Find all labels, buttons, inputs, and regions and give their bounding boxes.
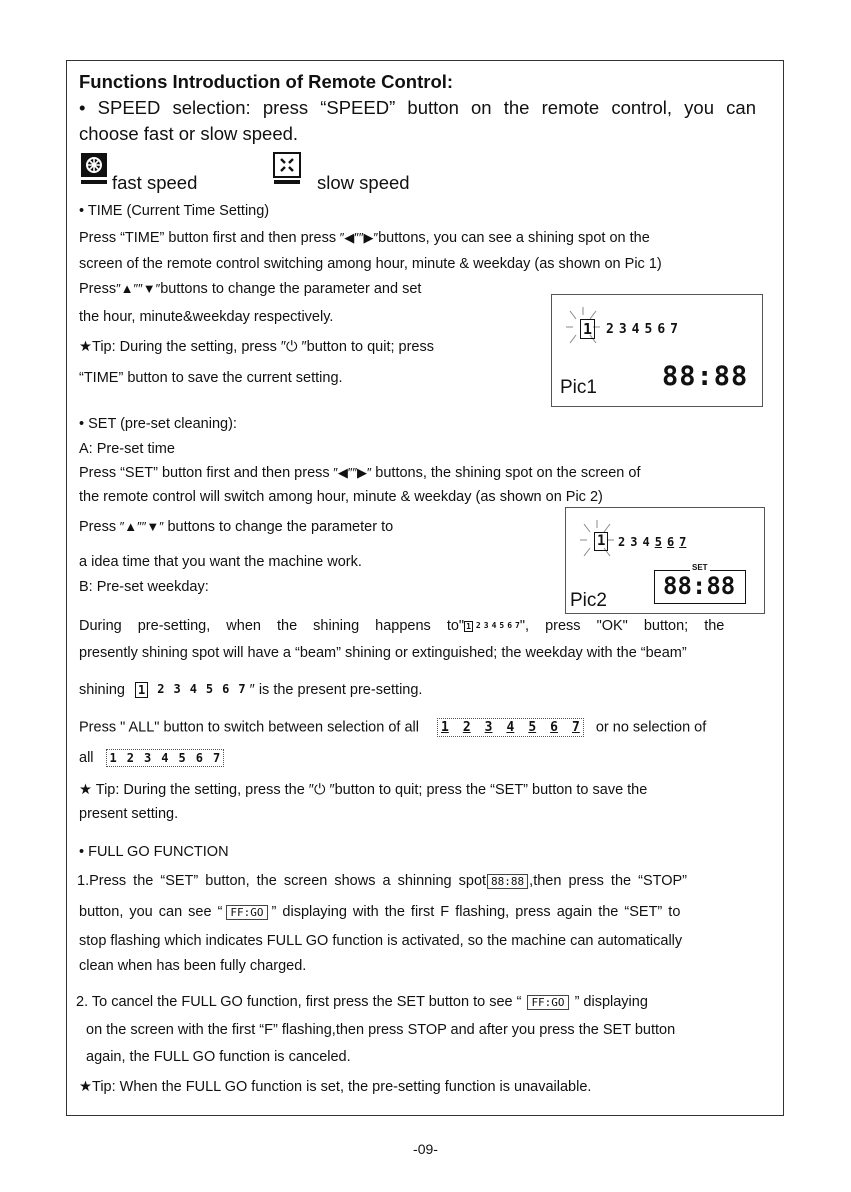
- pic2-clock: 88:88: [663, 572, 736, 600]
- pic2-label: Pic2: [570, 590, 607, 611]
- clock-box-icon: 88:88: [487, 874, 528, 889]
- time-line-2: screen of the remote control switching among hour, minute & weekday (as shown on Pic 1): [79, 256, 662, 272]
- fast-speed-label: fast speed: [112, 172, 198, 193]
- weekday-row-icon: 1 2 3 4 5 6 7: [466, 620, 520, 631]
- set-para-3: shining 1 2 3 4 5 6 7 ″ is the present pre-setting.: [79, 682, 423, 698]
- set-para-5: all 1 2 3 4 5 6 7: [79, 749, 224, 767]
- set-para-2: presently shining spot will have a “beam” shining or extinguished; the weekday with the “beam”: [79, 645, 687, 661]
- ffgo-box-icon: FF:GO: [226, 905, 267, 920]
- speed-line-2: choose fast or slow speed.: [79, 123, 299, 144]
- left-right-arrow-icons: ″◀″″▶″: [329, 465, 376, 480]
- set-para-7: present setting.: [79, 806, 179, 822]
- set-a-label: A: Pre-set time: [79, 441, 175, 457]
- set-line-1: Press “SET” button first and then press ″◀″″▶″ buttons, the shining spot on the screen of: [79, 465, 641, 481]
- set-line-4: a idea time that you want the machine work.: [79, 554, 362, 570]
- set-heading: • SET (pre-set cleaning):: [79, 416, 237, 432]
- fullgo-line-7: again, the FULL GO function is canceled.: [86, 1049, 351, 1065]
- pic1-days: 2 3 4 5 6 7: [606, 322, 678, 337]
- fullgo-line-2: button, you can see “ FF:GO ” displaying with the first F flashing, press again the “SET” to: [79, 904, 681, 920]
- fullgo-line-3: stop flashing which indicates FULL GO function is activated, so the machine can automatically: [79, 933, 683, 949]
- up-down-arrow-icons: ″▲″″▼″: [116, 519, 168, 534]
- fast-speed-icon: [80, 152, 110, 191]
- time-line-1: Press “TIME” button first and then press ″◀″″▶″buttons, you can see a shining spot on the: [79, 230, 650, 246]
- page-number: -09-: [413, 1141, 438, 1157]
- weekday-all-selected-icon: 1 2 3 4 5 6 7: [437, 718, 584, 737]
- fullgo-tip: ★Tip: When the FULL GO function is set, the pre-setting function is unavailable.: [79, 1079, 592, 1095]
- slow-speed-icon: [273, 152, 303, 191]
- set-line-3: Press ″▲″″▼″ buttons to change the parameter to: [79, 519, 394, 535]
- time-line-6: “TIME” button to save the current setting.: [79, 370, 343, 386]
- set-line-2: the remote control will switch among hour, minute & weekday (as shown on Pic 2): [79, 489, 603, 505]
- time-line-4: the hour, minute&weekday respectively.: [79, 309, 334, 325]
- fullgo-line-4: clean when has been fully charged.: [79, 958, 307, 974]
- speed-line-1: • SPEED selection: press “SPEED” button on the remote control, you can: [79, 97, 756, 118]
- time-heading: • TIME (Current Time Setting): [79, 203, 270, 219]
- pic1-label: Pic1: [560, 377, 597, 398]
- set-para-4: Press " ALL" button to switch between selection of all 1 2 3 4 5 6 7 or no selection of: [79, 719, 707, 736]
- power-icon: ″⏻ ″: [304, 782, 335, 798]
- page-title: Functions Introduction of Remote Control:: [79, 71, 454, 92]
- pic1-day-1: 1: [580, 319, 595, 339]
- pic2-day-1: 1: [594, 532, 608, 551]
- time-line-3: Press″▲″″▼″buttons to change the parameter and set: [79, 281, 422, 297]
- time-line-5: ★Tip: During the setting, press ″⏻ ″button to quit; press: [79, 339, 434, 355]
- fullgo-line-1: 1.Press the “SET” button, the screen shows a shinning spot 88:88 ,then press the “STOP”: [77, 873, 687, 889]
- fullgo-heading: • FULL GO FUNCTION: [79, 844, 229, 860]
- fullgo-line-5: 2. To cancel the FULL GO function, first press the SET button to see “ FF:GO ” displaying: [76, 994, 648, 1010]
- left-right-arrow-icons: ″◀″″▶″: [336, 230, 379, 245]
- power-icon: ″⏻ ″: [276, 339, 307, 355]
- pic1-clock: 88:88: [662, 361, 749, 392]
- up-down-arrow-icons: ″▲″″▼″: [116, 281, 161, 296]
- pic2-set-tag: SET: [692, 563, 708, 572]
- pic1-lcd: [551, 294, 763, 407]
- fullgo-line-6: on the screen with the first “F” flashing,then press STOP and after you press the SET button: [86, 1022, 676, 1038]
- ffgo-box-icon: FF:GO: [527, 995, 568, 1010]
- slow-speed-label: slow speed: [317, 172, 410, 193]
- pic2-days: 2 3 4 5 6 7: [618, 535, 687, 549]
- set-b-label: B: Pre-set weekday:: [79, 579, 209, 595]
- weekday-beam-icon: 1 2 3 4 5 6 7: [135, 682, 246, 698]
- set-para-1: During pre-setting, when the shining happens to" 1 2 3 4 5 6 7 ", press "OK" button; the: [79, 618, 725, 634]
- weekday-none-selected-icon: 1 2 3 4 5 6 7: [106, 749, 225, 767]
- pic2-lcd: [565, 507, 765, 614]
- set-para-6: ★ Tip: During the setting, press the ″⏻ ″button to quit; press the “SET” button to save the: [79, 782, 648, 798]
